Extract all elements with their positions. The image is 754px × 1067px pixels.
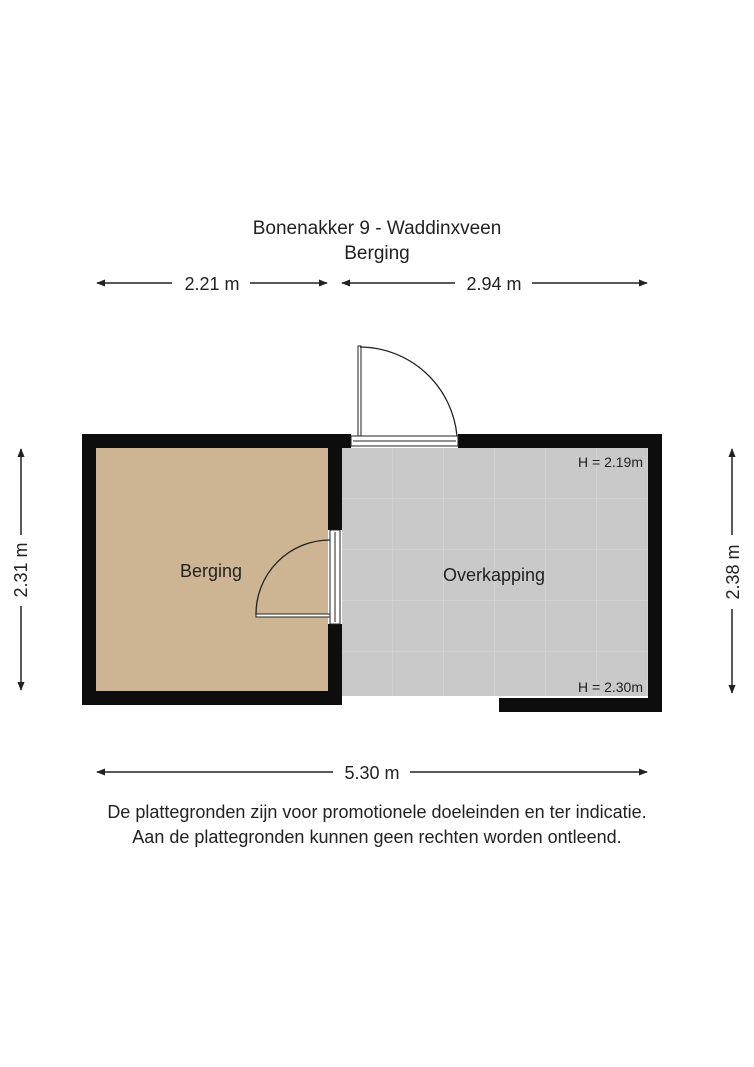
dimension-right-label: 2.38 m <box>723 544 743 600</box>
floor-title: Berging <box>344 243 410 264</box>
dimension-top-left-label: 2.21 m <box>184 274 240 294</box>
height-label-bottom: H = 2.30m <box>578 679 643 695</box>
dimension-left <box>11 449 31 690</box>
dimension-bottom-total <box>97 763 647 783</box>
dimension-left-label: 2.31 m <box>11 542 31 598</box>
entrance-door <box>351 346 458 446</box>
dimension-top-right <box>342 274 647 294</box>
dimension-top-right-label: 2.94 m <box>466 274 522 294</box>
height-label-top: H = 2.19m <box>578 454 643 470</box>
room-label-overkapping: Overkapping <box>442 565 546 585</box>
dimension-right <box>723 449 743 693</box>
dimension-top-left <box>97 274 327 294</box>
address-title: Bonenakker 9 - Waddinxveen <box>252 218 502 239</box>
disclaimer-line-2: Aan de plattegronden kunnen geen rechten worden ontleend. <box>132 827 622 847</box>
disclaimer <box>0 800 754 850</box>
room-label-berging: Berging <box>179 561 243 581</box>
dimension-bottom-total-label: 5.30 m <box>344 763 400 783</box>
disclaimer-line-1: De plattegronden zijn voor promotionele doeleinden en ter indicatie. <box>107 802 647 822</box>
